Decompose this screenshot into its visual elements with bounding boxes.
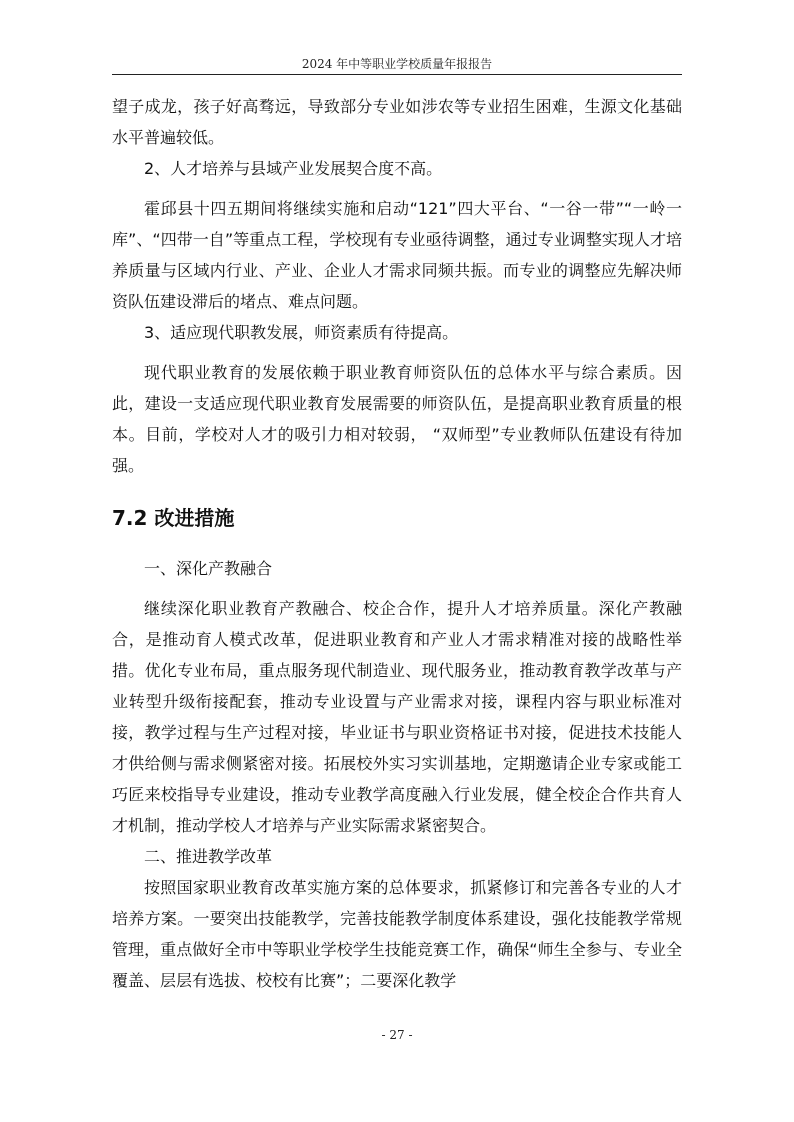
paragraph-5: 按照国家职业教育改革实施方案的总体要求，抓紧修订和完善各专业的人才培养方案。一要突出技能教学，完善技能教学制度体系建设，强化技能教学常规管理，重点做好全市中等职业学校学生技能竞赛工作，确保“师生全参与、专业全覆盖、层层有选拔、校校有比赛”；二要深化教学 — [112, 878, 682, 990]
paragraph-3: 现代职业教育的发展依赖于职业教育师资队伍的总体水平与综合素质。因此，建设一支适应现代职业教育发展需要的师资队伍，是提高职业教育质量的根本。目前，学校对人才的吸引力相对较弱， “双师型”专业教师队伍建设有待加强。 — [112, 363, 682, 475]
paragraph-1: 望子成龙，孩子好高骛远，导致部分专业如涉农等专业招生困难，生源文化基础水平普遍较低。 — [112, 97, 682, 147]
document-body — [112, 91, 682, 996]
subheading-1: 一、深化产教融合 — [144, 559, 273, 578]
header-divider — [112, 74, 682, 75]
list-item-3: 3、适应现代职教发展，师资素质有待提高。 — [144, 323, 459, 342]
section-heading: 7.2 改进措施 — [112, 506, 235, 530]
subheading-2: 二、推进教学改革 — [144, 847, 273, 866]
running-header: 2024 年中等职业学校质量年报报告 — [301, 57, 493, 71]
list-item-2: 2、人才培养与县域产业发展契合度不高。 — [144, 159, 443, 178]
paragraph-2: 霍邱县十四五期间将继续实施和启动“121”四大平台、“一谷一带”“一岭一库”、“四带一自”等重点工程，学校现有专业亟待调整，通过专业调整实现人才培养质量与区域内行业、产业、企业人才需求同频共振。而专业的调整应先解决师资队伍建设滞后的堵点、难点问题。 — [112, 199, 682, 311]
paragraph-4: 继续深化职业教育产教融合、校企合作，提升人才培养质量。深化产教融合，是推动育人模式改革，促进职业教育和产业人才需求精准对接的战略性举措。优化专业布局，重点服务现代制造业、现代服务业，推动教育教学改革与产业转型升级衔接配套，推动专业设置与产业需求对接，课程内容与职业标准对接，教学过程与生产过程对接，毕业证书与职业资格证书对接，促进技术技能人才供给侧与需求侧紧密对接。拓展校外实习实训基地，定期邀请企业专家或能工巧匠来校指导专业建设，推动专业教学高度融入行业发展，健全校企合作共育人才机制，推动学校人才培养与产业实际需求紧密契合。 — [112, 599, 682, 835]
page-number: - 27 - — [381, 1028, 413, 1042]
